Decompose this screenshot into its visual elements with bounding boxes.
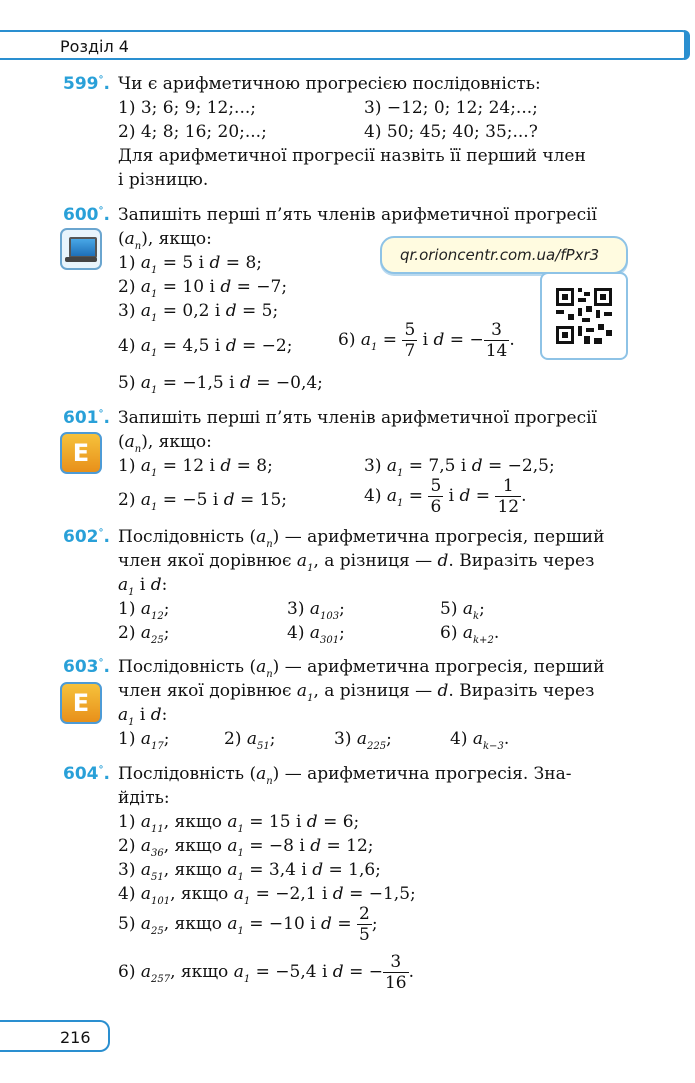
page-number: 216 xyxy=(60,1028,91,1047)
qr-link-text: qr.orioncentr.com.ua/fPxr3 xyxy=(400,246,600,264)
task-602-l3: $a_1$ і d: xyxy=(118,575,168,598)
task-603-o3: 3) $a_{225}$; xyxy=(334,729,392,752)
qr-code[interactable] xyxy=(540,272,628,360)
e-icon: E xyxy=(60,432,102,474)
page-number-box xyxy=(0,1020,110,1052)
task-600-o5: 5) $a_1 = -1,5$ і d = −0,4; xyxy=(118,373,323,396)
task-601-o4: 4) $a_1$ = $\frac{5}{6}$ і d = $\frac{1}{12}$ . xyxy=(364,476,527,517)
task-603-o4: 4) $a_{k-3}$. xyxy=(450,729,510,752)
task-600-l1: Запишіть перші п’ять членів арифметичної прогресії xyxy=(118,205,597,225)
laptop-icon xyxy=(60,228,102,270)
task-603-l2: член якої дорівнює $a_1$, а різниця — d. Виразіть через xyxy=(118,681,595,704)
task-604-o3: 3) $a_{51}$, якщо $a_1 = 3,4$ і d = 1,6; xyxy=(118,860,381,883)
task-600-o1: 1) $a_1 = 5$ і d = 8; xyxy=(118,253,262,276)
task-601-o3: 3) $a_1 = 7,5$ і d = −2,5; xyxy=(364,456,555,479)
section-header xyxy=(0,30,690,60)
task-602-o5: 5) $a_k$; xyxy=(440,599,485,622)
task-603-l1: Послідовність $(a_n)$ — арифметична прогресія, перший xyxy=(118,657,605,680)
task-603-l3: $a_1$ і d: xyxy=(118,705,168,728)
task-600-o3: 3) $a_1 = 0,2$ і d = 5; xyxy=(118,301,279,324)
task-601-o2: 2) $a_1 = -5$ і d = 15; xyxy=(118,490,288,513)
task-604-l1: Послідовність $(a_n)$ — арифметична прогресія. Зна- xyxy=(118,764,572,787)
task-603-o1: 1) $a_{17}$; xyxy=(118,729,170,752)
task-602-l2: член якої дорівнює $a_1$, а різниця — d. Виразіть через xyxy=(118,551,595,574)
qr-code-icon xyxy=(542,274,626,358)
task-603-o2: 2) $a_{51}$; xyxy=(224,729,276,752)
task-599-l5: і різницю. xyxy=(118,170,209,190)
task-602-o1: 1) $a_{12}$; xyxy=(118,599,170,622)
task-604-number: 604°. xyxy=(63,764,110,784)
task-601-l1: Запишіть перші п’ять членів арифметичної прогресії xyxy=(118,408,597,428)
qr-link-label[interactable] xyxy=(380,236,628,274)
task-600-o6: 6) $a_1$ = $\frac{5}{7}$ і d = − $\frac{3}{14}$ . xyxy=(338,320,515,361)
task-602-number: 602°. xyxy=(63,527,110,547)
task-601-o1: 1) $a_1 = 12$ і d = 8; xyxy=(118,456,273,479)
task-599-l1: Чи є арифметичною прогресією послідовність: xyxy=(118,74,541,94)
task-604-o5: 5) $a_{25}$, якщо $a_1 = -10$ і d = $\frac{2}{5}$ ; xyxy=(118,904,378,945)
task-599-o4: 4) 50; 45; 40; 35;...? xyxy=(364,122,538,142)
task-600-number: 600°. xyxy=(63,205,110,225)
task-604-o4: 4) $a_{101}$, якщо $a_1 = -2,1$ і d = −1,5; xyxy=(118,884,416,907)
task-600-o2: 2) $a_1 = 10$ і d = −7; xyxy=(118,277,288,300)
task-599-o3: 3) −12; 0; 12; 24;...; xyxy=(364,98,538,118)
task-602-l1: Послідовність $(a_n)$ — арифметична прогресія, перший xyxy=(118,527,605,550)
task-600-l2: $(a_n)$, якщо: xyxy=(118,229,212,252)
task-602-o3: 3) $a_{103}$; xyxy=(287,599,345,622)
task-603-number: 603°. xyxy=(63,657,110,677)
e-icon: E xyxy=(60,682,102,724)
task-602-o4: 4) $a_{301}$; xyxy=(287,623,345,646)
task-604-o1: 1) $a_{11}$, якщо $a_1 = 15$ і d = 6; xyxy=(118,812,360,835)
task-599-number: 599°. xyxy=(63,74,110,94)
task-600-o4: 4) $a_1 = 4,5$ і d = −2; xyxy=(118,336,293,359)
task-602-o6: 6) $a_{k+2}$. xyxy=(440,623,500,646)
task-599-o1: 1) 3; 6; 9; 12;...; xyxy=(118,98,256,118)
task-599-o2: 2) 4; 8; 16; 20;...; xyxy=(118,122,267,142)
task-602-o2: 2) $a_{25}$; xyxy=(118,623,170,646)
task-604-o2: 2) $a_{36}$, якщо $a_1 = -8$ і d = 12; xyxy=(118,836,374,859)
task-604-l1b: йдіть: xyxy=(118,788,170,808)
section-title: Розділ 4 xyxy=(60,37,129,56)
task-599-l4: Для арифметичної прогресії назвіть її перший член xyxy=(118,146,586,166)
task-601-number: 601°. xyxy=(63,408,110,428)
task-604-o6: 6) $a_{257}$, якщо $a_1 = -5,4$ і d = − $\frac{3}{16}$ . xyxy=(118,952,415,993)
task-601-l2: $(a_n)$, якщо: xyxy=(118,432,212,455)
